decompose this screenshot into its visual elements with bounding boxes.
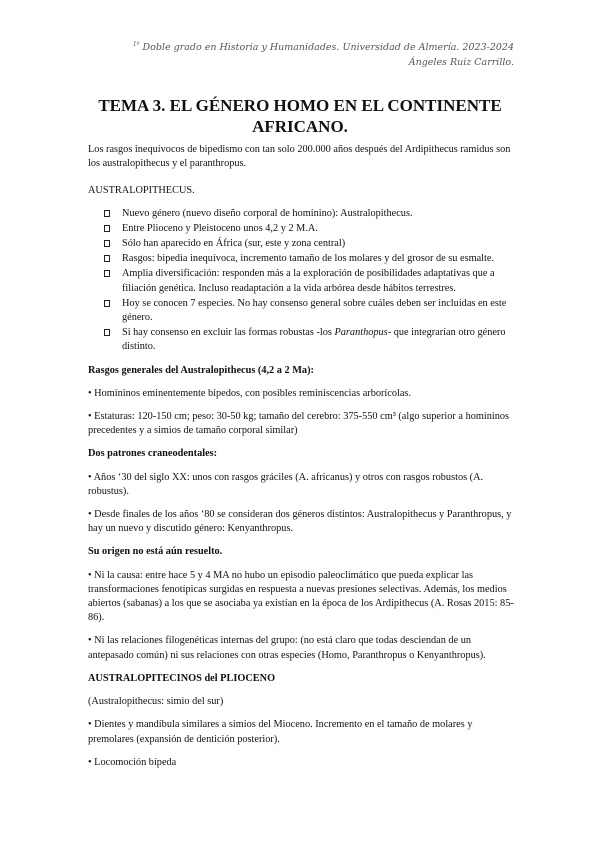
checkbox-bullet-icon bbox=[104, 240, 110, 247]
list-item bbox=[88, 267, 518, 295]
header-course-line bbox=[133, 37, 514, 55]
heading-patrones: Dos patrones craneodentales: bbox=[88, 448, 218, 460]
header-author: Ángeles Ruiz Carrillo. bbox=[408, 57, 514, 69]
list-item-text: Rasgos: bipedia inequívoca, incremento tamaño de los molares y del grosor de su esmalte. bbox=[122, 253, 495, 265]
patrones-paragraph-2: • Desde finales de los años ‘80 se consideran dos géneros distintos: Australopithecus y Paranthropus, y hay un nuevo y discutido género: Kenyanthropus. bbox=[88, 509, 512, 535]
list-item bbox=[88, 252, 518, 266]
list-item-text: - que integrarían otro género distinto. bbox=[122, 327, 506, 353]
checkbox-bullet-icon bbox=[104, 255, 110, 262]
intro-paragraph: Los rasgos inequívocos de bipedismo con tan solo 200.000 años después del Ardipithecus ramidus son los australopithecus y el paranthropus. bbox=[88, 144, 511, 170]
list-item-text: Si hay consenso en excluir las formas robustas -los bbox=[122, 327, 335, 339]
bullet-list bbox=[88, 207, 518, 355]
plioceno-paragraph-2: • Locomoción bípeda bbox=[88, 756, 177, 768]
section-label-australopithecus: AUSTRALOPITHECUS. bbox=[88, 185, 195, 197]
rasgos-paragraph-1: • Homíninos eminentemente bípedos, con posibles reminiscencias arborícolas. bbox=[88, 387, 412, 399]
header-course-text: Doble grado en Historia y Humanidades. Universidad de Almería. 2023-2024 bbox=[142, 42, 514, 54]
checkbox-bullet-icon bbox=[104, 225, 110, 232]
list-item bbox=[88, 237, 518, 251]
plioceno-subtitle: (Australopithecus: simio del sur) bbox=[88, 696, 224, 708]
checkbox-bullet-icon bbox=[104, 210, 110, 217]
list-item bbox=[88, 326, 518, 354]
list-item-text: Hoy se conocen 7 especies. No hay consenso general sobre cuáles deben ser incluidas en este género. bbox=[122, 297, 507, 324]
page-header bbox=[133, 37, 514, 70]
list-item bbox=[88, 222, 518, 236]
page-title: TEMA 3. EL GÉNERO HOMO EN EL CONTINENTE AFRICANO. bbox=[98, 96, 502, 136]
list-item-text: Amplia diversificación: responden más a la exploración de posibilidades adaptativas que a filiación genética. Incluso readaptación a la vida arbórea desde hábitos terrestres. bbox=[122, 268, 495, 294]
document-body bbox=[88, 143, 518, 779]
heading-origen: Su origen no está aún resuelto. bbox=[88, 546, 223, 558]
list-item-italic: Paranthopus bbox=[334, 327, 388, 339]
list-item-text: Nuevo género (nuevo diseño corporal de homínino): Australopithecus. bbox=[122, 207, 413, 219]
heading-plioceno: AUSTRALOPITECINOS del PLIOCENO bbox=[88, 672, 276, 684]
heading-rasgos: Rasgos generales del Australopithecus (4,2 a 2 Ma): bbox=[88, 364, 314, 376]
plioceno-paragraph-1: • Dientes y mandíbula similares a simios del Mioceno. Incremento en el tamaño de molares y premolares (expansión de dentición posterior). bbox=[88, 719, 473, 745]
header-course-sup: 1º bbox=[132, 41, 140, 48]
checkbox-bullet-icon bbox=[104, 300, 110, 307]
origen-paragraph-2: • Ni las relaciones filogenéticas internas del grupo: (no está claro que todas desciendan de un antepasado común) ni sus relaciones con otras especies (Homo, Paranthropus o Kenyanthropus). bbox=[88, 635, 486, 661]
origen-paragraph-1: • Ni la causa: entre hace 5 y 4 MA no hubo un episodio paleoclimático que pueda explicar las transformaciones fenotípicas surgidas en respuesta a nuevas presiones selectivas. Además, los medios abiertos (sabanas) a los que se asociaba ya existían en la época de los Ardipithecus (A. Rosas 2015: 85-86). bbox=[88, 569, 514, 624]
checkbox-bullet-icon bbox=[104, 329, 110, 336]
list-item-text: Sólo han aparecido en África (sur, este y zona central) bbox=[122, 238, 346, 250]
patrones-paragraph-1: • Años ‘30 del siglo XX: unos con rasgos gráciles (A. africanus) y otros con rasgos robustos (A. robustus). bbox=[88, 471, 484, 497]
list-item-text: Entre Plioceno y Pleistoceno unos 4,2 y 2 M.A. bbox=[122, 222, 318, 234]
list-item bbox=[88, 207, 518, 221]
checkbox-bullet-icon bbox=[104, 270, 110, 277]
list-item bbox=[88, 297, 518, 325]
rasgos-paragraph-2: • Estaturas: 120-150 cm; peso: 30-50 kg; tamaño del cerebro: 375-550 cm³ (algo superior a homíninos precedentes y a simios de tamaño corporal similar) bbox=[88, 411, 510, 437]
